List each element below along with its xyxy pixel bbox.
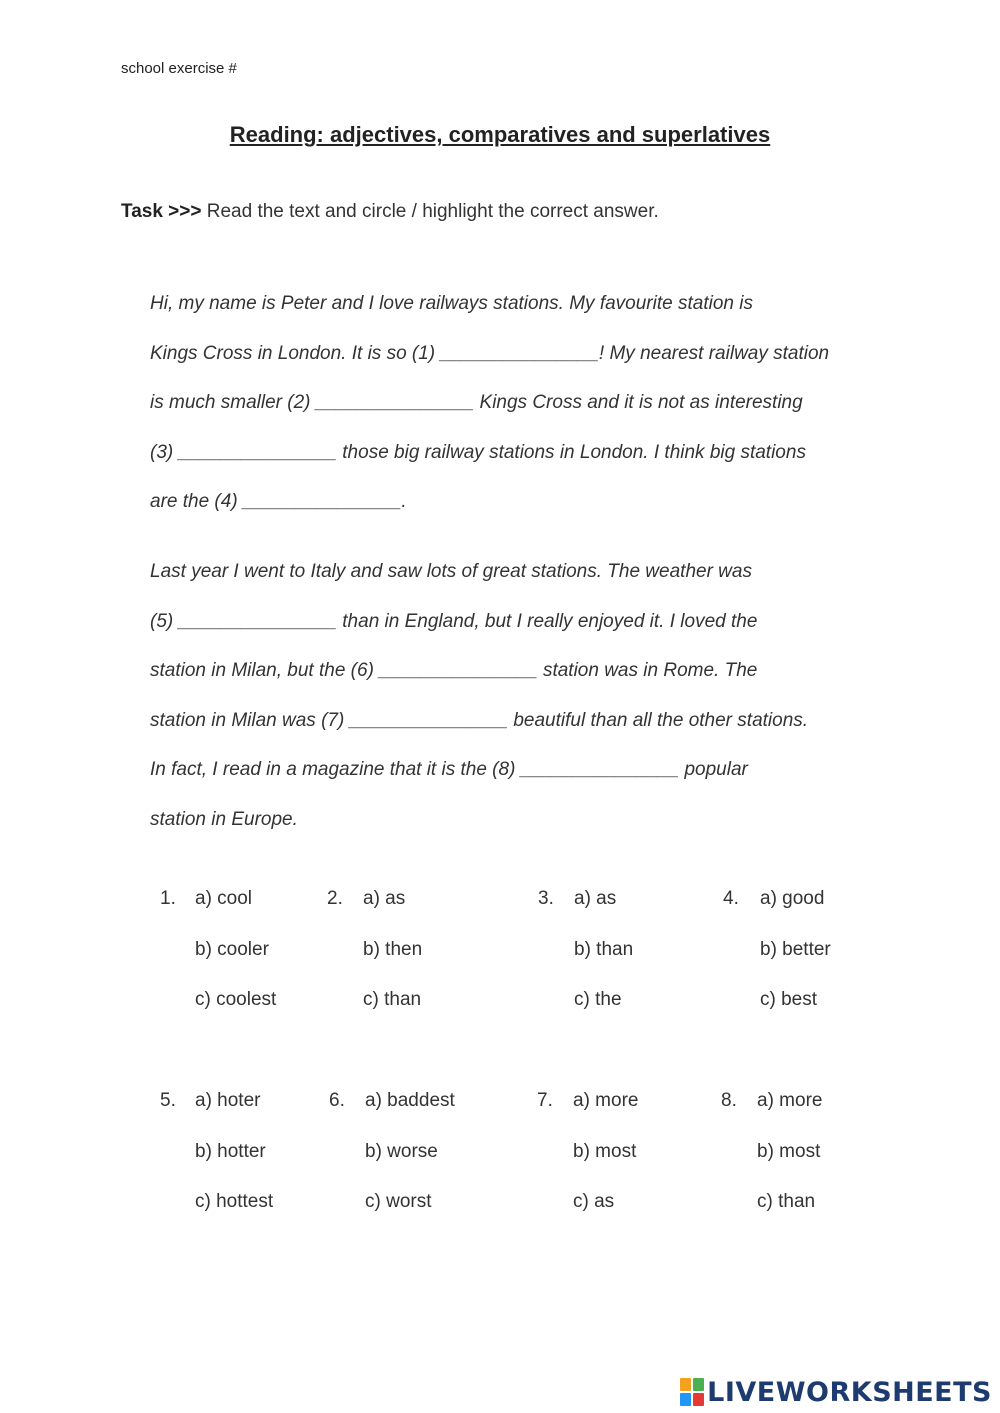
option-c[interactable]: c) best [760,989,818,1010]
option-a[interactable]: a) more [757,1090,823,1111]
option-a[interactable]: a) good [760,888,825,909]
paragraph-line: Hi, my name is Peter and I love railways stations. My favourite station is [150,293,753,314]
option-c[interactable]: c) hottest [195,1191,274,1212]
paragraph-line: station in Milan, but the (6) _______________ station was in Rome. The [150,660,758,682]
option-c[interactable]: c) coolest [195,989,277,1010]
option-c[interactable]: c) worst [365,1191,432,1212]
option-a[interactable]: a) more [573,1090,639,1111]
question-number: 3. [538,888,554,909]
reading-paragraph-2 [150,561,910,859]
paragraph-line: Last year I went to Italy and saw lots of great stations. The weather was [150,561,752,582]
option-b[interactable]: b) most [757,1141,821,1162]
option-b[interactable]: b) hotter [195,1141,266,1162]
option-a[interactable]: a) baddest [365,1090,455,1111]
liveworksheets-icon [679,1377,705,1407]
question-number: 1. [160,888,176,909]
option-a[interactable]: a) as [363,888,406,909]
option-c[interactable]: c) the [574,989,622,1010]
option-b[interactable]: b) most [573,1141,637,1162]
option-b[interactable]: b) worse [365,1141,438,1162]
question-number: 2. [327,888,343,909]
page-title: Reading: adjectives, comparatives and superlatives [229,122,771,147]
header-note: school exercise # [121,60,237,77]
option-a[interactable]: a) hoter [195,1090,261,1111]
paragraph-line: (3) _______________ those big railway stations in London. I think big stations [150,441,806,463]
option-b[interactable]: b) cooler [195,939,269,960]
paragraph-line: Kings Cross in London. It is so (1) _______________! My nearest railway station [150,342,830,364]
option-b[interactable]: b) then [363,939,423,960]
option-a[interactable]: a) as [574,888,617,909]
paragraph-line: station in Europe. [150,808,298,830]
question-number: 5. [160,1090,176,1111]
logo-text: LIVEWORKSHEETS [707,1376,992,1408]
option-c[interactable]: c) than [757,1191,816,1212]
option-c[interactable]: c) as [573,1191,615,1212]
question-number: 6. [329,1090,345,1111]
task-instruction [121,201,659,223]
question-number: 4. [723,888,739,909]
question-number: 8. [721,1090,737,1111]
option-b[interactable]: b) than [574,939,634,960]
option-b[interactable]: b) better [760,939,831,960]
paragraph-line: are the (4) _______________. [150,491,407,513]
question-number: 7. [537,1090,553,1111]
paragraph-line: is much smaller (2) _______________ Kings Cross and it is not as interesting [150,392,803,414]
task-text: Read the text and circle / highlight the correct answer. [201,201,659,222]
paragraph-line: station in Milan was (7) _______________ beautiful than all the other stations. [150,709,809,731]
liveworksheets-logo[interactable] [679,1375,992,1409]
reading-paragraph-1 [150,293,910,541]
paragraph-line: (5) _______________ than in England, but I really enjoyed it. I loved the [150,610,758,632]
task-label: Task >>> [121,201,202,222]
paragraph-line: In fact, I read in a magazine that it is the (8) _______________ popular [150,759,748,781]
option-c[interactable]: c) than [363,989,422,1010]
option-a[interactable]: a) cool [195,888,253,909]
